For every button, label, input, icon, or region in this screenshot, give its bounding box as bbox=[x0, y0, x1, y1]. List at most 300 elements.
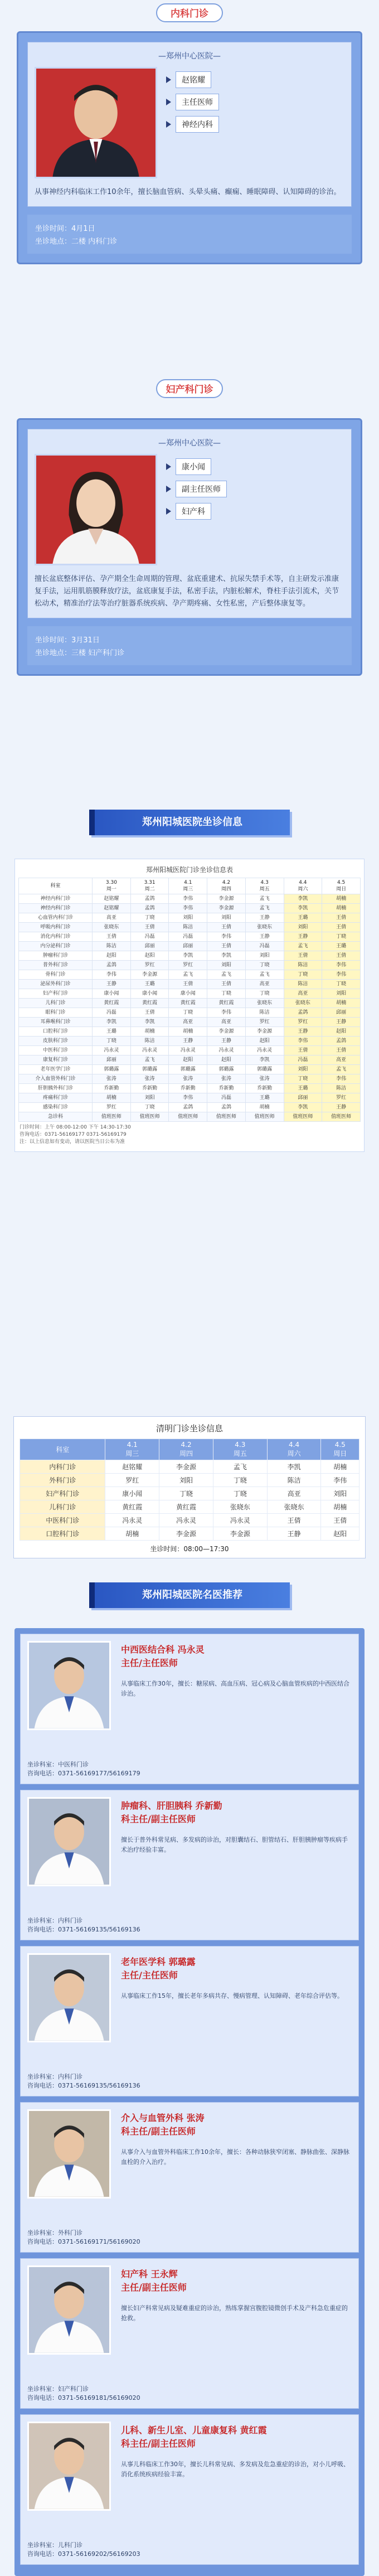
schedule-doctor-cell: 李凯 bbox=[284, 1103, 322, 1112]
holiday-doctor-cell: 李金源 bbox=[159, 1527, 213, 1541]
schedule-doctor-cell: 罗红 bbox=[169, 961, 207, 970]
holiday-doctor-cell: 刘阳 bbox=[321, 1487, 359, 1500]
schedule-doctor-cell: 罗红 bbox=[130, 961, 169, 970]
schedule-doctor-cell: 李伟 bbox=[93, 970, 131, 980]
schedule-dept-cell: 儿科门诊 bbox=[19, 999, 93, 1008]
schedule-row bbox=[19, 913, 361, 923]
doctor-dept: 神经内科 bbox=[176, 116, 219, 133]
schedule-doctor-cell: 冯永灵 bbox=[130, 1046, 169, 1055]
schedule-doctor-cell: 丁晓 bbox=[322, 980, 361, 989]
schedule-doctor-cell: 李伟 bbox=[322, 961, 361, 970]
schedule-doctor-cell: 孟飞 bbox=[245, 970, 284, 980]
schedule-doctor-cell: 王倩 bbox=[130, 1008, 169, 1018]
holiday-doctor-cell: 王倩 bbox=[321, 1514, 359, 1527]
holiday-header-cell: 4.5 周日 bbox=[321, 1439, 359, 1460]
doctor-portrait-icon bbox=[36, 456, 156, 564]
schedule-dept-cell: 呼吸内科门诊 bbox=[19, 923, 93, 932]
schedule-doctor-cell: 孟鸽 bbox=[130, 894, 169, 904]
schedule-row bbox=[19, 989, 361, 999]
doctor-photo bbox=[27, 1641, 111, 1730]
schedule-doctor-cell: 邱丽 bbox=[93, 1055, 131, 1065]
holiday-doctor-cell: 丁晓 bbox=[159, 1487, 213, 1500]
schedule-doctor-cell: 王倩 bbox=[130, 923, 169, 932]
holiday-row bbox=[20, 1487, 359, 1500]
schedule-doctor-cell: 张晓东 bbox=[284, 999, 322, 1008]
schedule-doctor-cell: 陈洁 bbox=[284, 961, 322, 970]
schedule-doctor-cell: 李凯 bbox=[284, 904, 322, 913]
doctor-portrait-icon bbox=[29, 1799, 109, 1885]
schedule-doctor-cell: 高亚 bbox=[93, 913, 131, 923]
schedule-doctor-cell: 王静 bbox=[93, 980, 131, 989]
schedule-note: 注：以上信息如有变动，请以医院当日公布为准 bbox=[20, 1139, 125, 1145]
schedule-doctor-cell: 黄红霞 bbox=[207, 999, 246, 1008]
schedule-doctor-cell: 陈洁 bbox=[322, 1084, 361, 1093]
schedule-doctor-cell: 李凯 bbox=[169, 951, 207, 961]
schedule-dept-cell: 耳鼻喉科门诊 bbox=[19, 1018, 93, 1027]
recommend-desc: 擅长妇产科常见病及疑难重症的诊治，熟练掌握宫腹腔镜微创手术及产科急危重症的抢救。 bbox=[121, 2304, 348, 2322]
holiday-doctor-cell: 丁晓 bbox=[213, 1474, 267, 1487]
holiday-hours: 坐诊时间：08:00—17:30 bbox=[150, 1545, 229, 1553]
visit-time-box bbox=[27, 626, 352, 665]
schedule-doctor-cell: 刘阳 bbox=[284, 1065, 322, 1074]
schedule-doctor-cell: 值班医师 bbox=[207, 1112, 246, 1122]
schedule-row bbox=[19, 1074, 361, 1084]
schedule-doctor-cell: 郭璐露 bbox=[169, 1065, 207, 1074]
schedule-row bbox=[19, 1027, 361, 1037]
holiday-header-cell: 4.4 周六 bbox=[267, 1439, 321, 1460]
holiday-doctor-cell: 王倩 bbox=[267, 1514, 321, 1527]
schedule-doctor-cell: 王倩 bbox=[169, 980, 207, 989]
schedule-doctor-cell: 胡楠 bbox=[130, 1027, 169, 1037]
schedule-dept-cell: 口腔科门诊 bbox=[19, 1027, 93, 1037]
schedule-doctor-cell: 王倩 bbox=[322, 951, 361, 961]
recommend-dept: 坐诊科室：外科门诊 bbox=[27, 2229, 82, 2236]
schedule-doctor-cell: 孟飞 bbox=[284, 942, 322, 951]
holiday-dept-cell: 妇产科门诊 bbox=[20, 1487, 105, 1500]
schedule-doctor-cell: 刘阳 bbox=[207, 913, 246, 923]
schedule-row bbox=[19, 1037, 361, 1046]
schedule-doctor-cell: 邱丽 bbox=[130, 942, 169, 951]
schedule-doctor-cell: 孟鸽 bbox=[130, 904, 169, 913]
schedule-doctor-cell: 张晓东 bbox=[93, 923, 131, 932]
schedule-doctor-cell: 张涛 bbox=[245, 1074, 284, 1084]
schedule-hours: 门诊时间：上午 08:00-12:00 下午 14:30-17:30 bbox=[20, 1125, 131, 1130]
holiday-doctor-cell: 赵阳 bbox=[321, 1527, 359, 1541]
schedule-row bbox=[19, 951, 361, 961]
schedule-doctor-cell: 张涛 bbox=[169, 1074, 207, 1084]
schedule-doctor-cell: 丁晓 bbox=[130, 913, 169, 923]
schedule-dept-cell: 皮肤科门诊 bbox=[19, 1037, 93, 1046]
recommend-name: 介入与血管外科 张涛 bbox=[121, 2113, 205, 2123]
schedule-header-cell: 3.31 周二 bbox=[130, 878, 169, 894]
visit-place: 坐诊地点：二楼 内科门诊 bbox=[35, 238, 118, 246]
schedule-doctor-cell: 高亚 bbox=[322, 1055, 361, 1065]
schedule-doctor-cell: 冯磊 bbox=[130, 932, 169, 942]
schedule-doctor-cell: 张涛 bbox=[207, 1074, 246, 1084]
holiday-doctor-cell: 李伟 bbox=[321, 1474, 359, 1487]
holiday-doctor-cell: 胡楠 bbox=[321, 1500, 359, 1514]
schedule-doctor-cell: 孟鸽 bbox=[322, 1037, 361, 1046]
schedule-dept-cell: 心血管内科门诊 bbox=[19, 913, 93, 923]
schedule-doctor-cell: 胡楠 bbox=[322, 904, 361, 913]
schedule-doctor-cell: 王静 bbox=[284, 932, 322, 942]
schedule-doctor-cell: 王静 bbox=[169, 1037, 207, 1046]
schedule-row bbox=[19, 999, 361, 1008]
doctor-portrait-icon bbox=[29, 2423, 109, 2509]
doctor-name: 赵铭耀 bbox=[176, 71, 211, 88]
holiday-doctor-cell: 刘阳 bbox=[159, 1474, 213, 1487]
recommend-name: 老年医学科 郭璐露 bbox=[121, 1957, 196, 1967]
schedule-dept-cell: 神经内科门诊 bbox=[19, 894, 93, 904]
schedule-doctor-cell: 胡楠 bbox=[245, 1103, 284, 1112]
schedule-dept-cell: 老年医学门诊 bbox=[19, 1065, 93, 1074]
schedule-doctor-cell: 丁晓 bbox=[245, 989, 284, 999]
schedule-doctor-cell: 王璐 bbox=[93, 1027, 131, 1037]
schedule-doctor-cell: 胡楠 bbox=[169, 1027, 207, 1037]
holiday-doctor-cell: 胡楠 bbox=[321, 1460, 359, 1474]
recommend-title: 主任/主任医师 bbox=[121, 1970, 178, 1981]
schedule-doctor-cell: 王倩 bbox=[207, 923, 246, 932]
recommend-dept: 坐诊科室：内科门诊 bbox=[27, 1917, 82, 1924]
schedule-doctor-cell: 王璐 bbox=[284, 1084, 322, 1093]
hospital-name: 郑州中心医院 bbox=[166, 52, 213, 61]
recommend-name: 肿瘤科、肝胆胰科 乔新勤 bbox=[121, 1800, 222, 1811]
schedule-dept-cell: 神经内科门诊 bbox=[19, 904, 93, 913]
schedule-doctor-cell: 高亚 bbox=[169, 1018, 207, 1027]
schedule-doctor-cell: 冯永灵 bbox=[207, 1046, 246, 1055]
schedule-title: 郑州阳城医院门诊坐诊信息表 bbox=[145, 866, 233, 874]
schedule-doctor-cell: 郭璐露 bbox=[93, 1065, 131, 1074]
schedule-doctor-cell: 黄红霞 bbox=[169, 999, 207, 1008]
schedule-doctor-cell: 王倩 bbox=[207, 980, 246, 989]
section-pill-gyn: 妇产科门诊 bbox=[156, 379, 223, 398]
schedule-doctor-cell: 张涛 bbox=[130, 1074, 169, 1084]
schedule-doctor-cell: 王倩 bbox=[93, 932, 131, 942]
schedule-doctor-cell: 康小闻 bbox=[93, 989, 131, 999]
schedule-dept-cell: 内分泌科门诊 bbox=[19, 942, 93, 951]
doctor-photo bbox=[35, 454, 157, 565]
holiday-doctor-cell: 李金源 bbox=[159, 1460, 213, 1474]
recommend-phone: 咨询电话：0371-56169135/56169136 bbox=[27, 1926, 140, 1933]
visit-time-box bbox=[27, 215, 352, 254]
recommend-dept: 坐诊科室：中医科门诊 bbox=[27, 1761, 89, 1768]
schedule-doctor-cell: 丁晓 bbox=[245, 961, 284, 970]
schedule-doctor-cell: 陈洁 bbox=[245, 1008, 284, 1018]
schedule-doctor-cell: 赵阳 bbox=[245, 1037, 284, 1046]
schedule-doctor-cell: 王倩 bbox=[207, 942, 246, 951]
schedule-doctor-cell: 王璐 bbox=[130, 980, 169, 989]
schedule-row bbox=[19, 970, 361, 980]
schedule-doctor-cell: 李伟 bbox=[284, 1037, 322, 1046]
holiday-row bbox=[20, 1500, 359, 1514]
schedule-doctor-cell: 王璐 bbox=[322, 942, 361, 951]
recommend-card bbox=[20, 1634, 359, 1784]
schedule-row bbox=[19, 923, 361, 932]
schedule-doctor-cell: 丁晓 bbox=[130, 1103, 169, 1112]
doctor-title: 副主任医师 bbox=[176, 481, 227, 497]
holiday-doctor-cell: 胡楠 bbox=[105, 1527, 159, 1541]
schedule-header-cell: 4.1 周三 bbox=[169, 878, 207, 894]
holiday-dept-cell: 内科门诊 bbox=[20, 1460, 105, 1474]
schedule-doctor-cell: 孟鸽 bbox=[93, 961, 131, 970]
recommend-dept: 坐诊科室：内科门诊 bbox=[27, 2073, 82, 2080]
recommend-title: 主任/副主任医师 bbox=[121, 2282, 187, 2293]
schedule-doctor-cell: 罗红 bbox=[284, 1018, 322, 1027]
schedule-doctor-cell: 李伟 bbox=[207, 932, 246, 942]
schedule-doctor-cell: 陈洁 bbox=[169, 923, 207, 932]
schedule-doctor-cell: 李凯 bbox=[245, 1055, 284, 1065]
schedule-dept-cell: 疼痛科门诊 bbox=[19, 1093, 93, 1103]
doctor-photo bbox=[35, 67, 157, 178]
schedule-doctor-cell: 冯永灵 bbox=[93, 1046, 131, 1055]
schedule-doctor-cell: 赵阳 bbox=[130, 951, 169, 961]
visit-time: 坐诊时间：3月31日 bbox=[35, 636, 100, 645]
schedule-dept-cell: 妇产科门诊 bbox=[19, 989, 93, 999]
holiday-doctor-cell: 康小闻 bbox=[105, 1487, 159, 1500]
schedule-doctor-cell: 孟飞 bbox=[130, 1055, 169, 1065]
schedule-doctor-cell: 高亚 bbox=[284, 989, 322, 999]
holiday-doctor-cell: 张晓东 bbox=[267, 1500, 321, 1514]
schedule-header-cell: 4.5 周日 bbox=[322, 878, 361, 894]
schedule-doctor-cell: 李伟 bbox=[169, 894, 207, 904]
recommend-list bbox=[14, 1628, 365, 2576]
recommend-card bbox=[20, 2258, 359, 2409]
schedule-doctor-cell: 康小闻 bbox=[130, 989, 169, 999]
schedule-doctor-cell: 郭璐露 bbox=[245, 1065, 284, 1074]
schedule-row bbox=[19, 1046, 361, 1055]
schedule-row bbox=[19, 1084, 361, 1093]
schedule-doctor-cell: 值班医师 bbox=[130, 1112, 169, 1122]
doctor-dept: 妇产科 bbox=[176, 503, 211, 520]
schedule-doctor-cell: 赵铭耀 bbox=[93, 904, 131, 913]
holiday-header-cell: 4.3 周五 bbox=[213, 1439, 267, 1460]
schedule-doctor-cell: 陈洁 bbox=[93, 942, 131, 951]
hospital-name: 郑州中心医院 bbox=[166, 439, 213, 448]
section-pill-internal: 内科门诊 bbox=[156, 3, 223, 22]
holiday-doctor-cell: 高亚 bbox=[267, 1487, 321, 1500]
recommend-phone: 咨询电话：0371-56169177/56169179 bbox=[27, 1770, 140, 1777]
schedule-doctor-cell: 黄红霞 bbox=[93, 999, 131, 1008]
schedule-doctor-cell: 李金源 bbox=[130, 970, 169, 980]
schedule-doctor-cell: 王倩 bbox=[284, 1046, 322, 1055]
recommend-desc: 从事临床工作15年，擅长老年多病共存、慢病管理、认知障碍、老年综合评估等。 bbox=[121, 1992, 343, 1999]
schedule-table bbox=[14, 859, 365, 1152]
schedule-doctor-cell: 罗红 bbox=[93, 1103, 131, 1112]
doctor-portrait-icon bbox=[29, 1643, 109, 1728]
recommend-phone: 咨询电话：0371-56169171/56169020 bbox=[27, 2238, 140, 2245]
schedule-row bbox=[19, 1008, 361, 1018]
schedule-doctor-cell: 王静 bbox=[322, 1018, 361, 1027]
schedule-row bbox=[19, 894, 361, 904]
schedule-row bbox=[19, 1103, 361, 1112]
schedule-doctor-cell: 胡楠 bbox=[322, 999, 361, 1008]
recommend-dept: 坐诊科室：妇产科门诊 bbox=[27, 2385, 89, 2393]
schedule-dept-cell: 消化内科门诊 bbox=[19, 932, 93, 942]
schedule-doctor-cell: 罗红 bbox=[245, 1018, 284, 1027]
schedule-doctor-cell: 王璐 bbox=[284, 913, 322, 923]
schedule-doctor-cell: 李金源 bbox=[207, 894, 246, 904]
holiday-header-cell: 4.2 周四 bbox=[159, 1439, 213, 1460]
schedule-dept-cell: 肿瘤科门诊 bbox=[19, 951, 93, 961]
doctor-title: 主任医师 bbox=[176, 94, 219, 110]
schedule-doctor-cell: 丁晓 bbox=[284, 1074, 322, 1084]
schedule-row bbox=[19, 961, 361, 970]
schedule-doctor-cell: 乔新勤 bbox=[93, 1084, 131, 1093]
schedule-doctor-cell: 陈洁 bbox=[130, 1037, 169, 1046]
holiday-doctor-cell: 冯永灵 bbox=[213, 1514, 267, 1527]
schedule-dept-cell: 中医科门诊 bbox=[19, 1046, 93, 1055]
holiday-dept-cell: 外科门诊 bbox=[20, 1474, 105, 1487]
schedule-doctor-cell: 高亚 bbox=[207, 1018, 246, 1027]
schedule-dept-cell: 眼科门诊 bbox=[19, 1008, 93, 1018]
schedule-doctor-cell: 孟飞 bbox=[322, 1065, 361, 1074]
schedule-dept-cell: 急诊科 bbox=[19, 1112, 93, 1122]
schedule-doctor-cell: 刘阳 bbox=[207, 961, 246, 970]
holiday-doctor-cell: 罗红 bbox=[105, 1474, 159, 1487]
schedule-row bbox=[19, 942, 361, 951]
schedule-doctor-cell: 李凯 bbox=[130, 1018, 169, 1027]
schedule-row bbox=[19, 980, 361, 989]
schedule-doctor-cell: 王静 bbox=[245, 932, 284, 942]
schedule-doctor-cell: 孟鸽 bbox=[169, 1103, 207, 1112]
schedule-row bbox=[19, 1055, 361, 1065]
schedule-doctor-cell: 李凯 bbox=[93, 1018, 131, 1027]
schedule-doctor-cell: 胡楠 bbox=[322, 894, 361, 904]
doctor-portrait-icon bbox=[29, 2267, 109, 2353]
schedule-doctor-cell: 丁晓 bbox=[169, 1008, 207, 1018]
doctor-name: 康小闻 bbox=[176, 458, 211, 475]
schedule-doctor-cell: 孟飞 bbox=[169, 970, 207, 980]
recommend-card bbox=[20, 1790, 359, 1940]
recommend-card bbox=[20, 2414, 359, 2565]
schedule-doctor-cell: 孟鸽 bbox=[284, 1008, 322, 1018]
holiday-dept-cell: 口腔科门诊 bbox=[20, 1527, 105, 1541]
recommend-dept: 坐诊科室：儿科门诊 bbox=[27, 2541, 82, 2549]
schedule-doctor-cell: 李伟 bbox=[322, 970, 361, 980]
schedule-doctor-cell: 值班医师 bbox=[245, 1112, 284, 1122]
schedule-doctor-cell: 张涛 bbox=[93, 1074, 131, 1084]
holiday-dept-cell: 中医科门诊 bbox=[20, 1514, 105, 1527]
schedule-doctor-cell: 孟飞 bbox=[207, 970, 246, 980]
schedule-doctor-cell: 孟鸽 bbox=[207, 1103, 246, 1112]
schedule-header-cell: 4.3 周五 bbox=[245, 878, 284, 894]
recommend-phone: 咨询电话：0371-56169181/56169020 bbox=[27, 2394, 140, 2401]
holiday-doctor-cell: 李金源 bbox=[213, 1527, 267, 1541]
holiday-header-cell: 科室 bbox=[20, 1439, 105, 1460]
recommend-phone: 咨询电话：0371-56169202/56169203 bbox=[27, 2550, 140, 2558]
holiday-table bbox=[13, 1416, 366, 1558]
schedule-doctor-cell: 丁晓 bbox=[207, 989, 246, 999]
schedule-doctor-cell: 乔新勤 bbox=[169, 1084, 207, 1093]
schedule-doctor-cell: 值班医师 bbox=[93, 1112, 131, 1122]
banner-recommend: 郑州阳城医院名医推荐 bbox=[89, 1582, 290, 1608]
schedule-doctor-cell: 刘阳 bbox=[322, 989, 361, 999]
schedule-doctor-cell: 赵阳 bbox=[322, 1027, 361, 1037]
schedule-doctor-cell: 刘阳 bbox=[284, 923, 322, 932]
schedule-header-cell: 4.2 周四 bbox=[207, 878, 246, 894]
schedule-doctor-cell: 李伟 bbox=[169, 1093, 207, 1103]
recommend-name: 儿科、新生儿室、儿童康复科 黄红霞 bbox=[121, 2425, 267, 2435]
schedule-doctor-cell: 值班医师 bbox=[284, 1112, 322, 1122]
schedule-doctor-cell: 赵阳 bbox=[207, 1055, 246, 1065]
schedule-doctor-cell: 值班医师 bbox=[322, 1112, 361, 1122]
schedule-doctor-cell: 郭璐露 bbox=[130, 1065, 169, 1074]
recommend-phone: 咨询电话：0371-56169135/56169136 bbox=[27, 2082, 140, 2089]
doctor-card-1: —郑州中心医院— 赵铭耀 主任医师 神经内科 从事神经内科临床工作10余年，擅长脑血管病、头晕头痛、癫痫、睡眠障碍、认知障碍的诊治。 坐诊时间：4月1日 坐诊地点：二楼 内科门诊 bbox=[17, 31, 362, 264]
schedule-doctor-cell: 丁晓 bbox=[93, 1037, 131, 1046]
holiday-row bbox=[20, 1514, 359, 1527]
schedule-doctor-cell: 胡楠 bbox=[93, 1093, 131, 1103]
holiday-doctor-cell: 冯永灵 bbox=[159, 1514, 213, 1527]
holiday-row bbox=[20, 1474, 359, 1487]
doctor-portrait-icon bbox=[36, 69, 156, 177]
recommend-desc: 从事临床工作30年，擅长：糖尿病、高血压病、冠心病及心脑血管疾病的中西医结合诊治。 bbox=[121, 1680, 349, 1697]
holiday-title: 清明门诊坐诊信息 bbox=[156, 1423, 223, 1434]
schedule-doctor-cell: 乔新勤 bbox=[207, 1084, 246, 1093]
recommend-card bbox=[20, 2102, 359, 2253]
recommend-title: 主任/主任医师 bbox=[121, 1658, 178, 1668]
recommend-card bbox=[20, 1946, 359, 2096]
schedule-phone: 咨询电话：0371-56169177 0371-56169179 bbox=[20, 1132, 127, 1137]
schedule-doctor-cell: 李金源 bbox=[207, 1027, 246, 1037]
recommend-name: 中西医结合科 冯永灵 bbox=[121, 1644, 205, 1655]
doctor-card-2: —郑州中心医院— 康小闻 副主任医师 妇产科 擅长盆底整体评估、孕产期全生命周期的管理、盆底重建术、抗尿失禁手术等，自主研发示准康复手法，运用肌筋膜释放疗法，盆底康复手法，私密手法，内脏松解术，脊柱手法引流术，关节松动术，精准治疗法等治疗脏器系统疾病、孕产期疼痛、女性私密，产后整体康复等。 坐诊时间：3月31日 坐诊地点：三楼 妇产科门诊 bbox=[17, 418, 362, 676]
schedule-doctor-cell: 乔新勤 bbox=[130, 1084, 169, 1093]
recommend-desc: 擅长于普外科常见病、多发病的诊治，对胆囊结石、胆管结石、肝胆胰肿瘤等疾病手术治疗经验丰富。 bbox=[121, 1836, 348, 1853]
recommend-title: 科主任/副主任医师 bbox=[121, 1814, 196, 1824]
holiday-row bbox=[20, 1527, 359, 1541]
schedule-dept-cell: 骨科门诊 bbox=[19, 970, 93, 980]
doctor-photo bbox=[27, 2109, 111, 2199]
schedule-doctor-cell: 李伟 bbox=[207, 1008, 246, 1018]
recommend-desc: 从事介入与血管外科临床工作10余年，擅长：各种动脉狭窄闭塞、静脉曲张、深静脉血栓的介入治疗。 bbox=[121, 2148, 349, 2166]
schedule-dept-cell: 普外科门诊 bbox=[19, 961, 93, 970]
holiday-doctor-cell: 孟飞 bbox=[213, 1460, 267, 1474]
schedule-doctor-cell: 王静 bbox=[207, 1037, 246, 1046]
schedule-dept-cell: 肝胆胰外科门诊 bbox=[19, 1084, 93, 1093]
holiday-doctor-cell: 黄红霞 bbox=[159, 1500, 213, 1514]
schedule-doctor-cell: 赵阳 bbox=[93, 951, 131, 961]
holiday-doctor-cell: 冯永灵 bbox=[105, 1514, 159, 1527]
schedule-header-cell: 3.30 周一 bbox=[93, 878, 131, 894]
schedule-doctor-cell: 李金源 bbox=[207, 904, 246, 913]
doctor-photo bbox=[27, 1797, 111, 1886]
schedule-doctor-cell: 刘阳 bbox=[245, 951, 284, 961]
schedule-doctor-cell: 王倩 bbox=[322, 1046, 361, 1055]
schedule-dept-cell: 介入血管外科门诊 bbox=[19, 1074, 93, 1084]
schedule-doctor-cell: 郭璐露 bbox=[207, 1065, 246, 1074]
schedule-dept-cell: 感染科门诊 bbox=[19, 1103, 93, 1112]
schedule-doctor-cell: 邱丽 bbox=[322, 1008, 361, 1018]
doctor-photo bbox=[27, 2422, 111, 2511]
schedule-dept-cell: 泌尿外科门诊 bbox=[19, 980, 93, 989]
schedule-doctor-cell: 乔新勤 bbox=[245, 1084, 284, 1093]
visit-place: 坐诊地点：三楼 妇产科门诊 bbox=[35, 649, 125, 657]
schedule-doctor-cell: 李凯 bbox=[284, 894, 322, 904]
schedule-doctor-cell: 张晓东 bbox=[245, 999, 284, 1008]
schedule-doctor-cell: 邱丽 bbox=[284, 1093, 322, 1103]
schedule-doctor-cell: 冯磊 bbox=[207, 1093, 246, 1103]
schedule-doctor-cell: 王静 bbox=[322, 1103, 361, 1112]
schedule-row bbox=[19, 1018, 361, 1027]
schedule-dept-cell: 康复科门诊 bbox=[19, 1055, 93, 1065]
holiday-doctor-cell: 张晓东 bbox=[213, 1500, 267, 1514]
schedule-doctor-cell: 冯磊 bbox=[169, 932, 207, 942]
schedule-doctor-cell: 赵阳 bbox=[169, 1055, 207, 1065]
schedule-doctor-cell: 李金源 bbox=[245, 1027, 284, 1037]
schedule-doctor-cell: 李伟 bbox=[169, 904, 207, 913]
schedule-doctor-cell: 赵铭耀 bbox=[93, 894, 131, 904]
